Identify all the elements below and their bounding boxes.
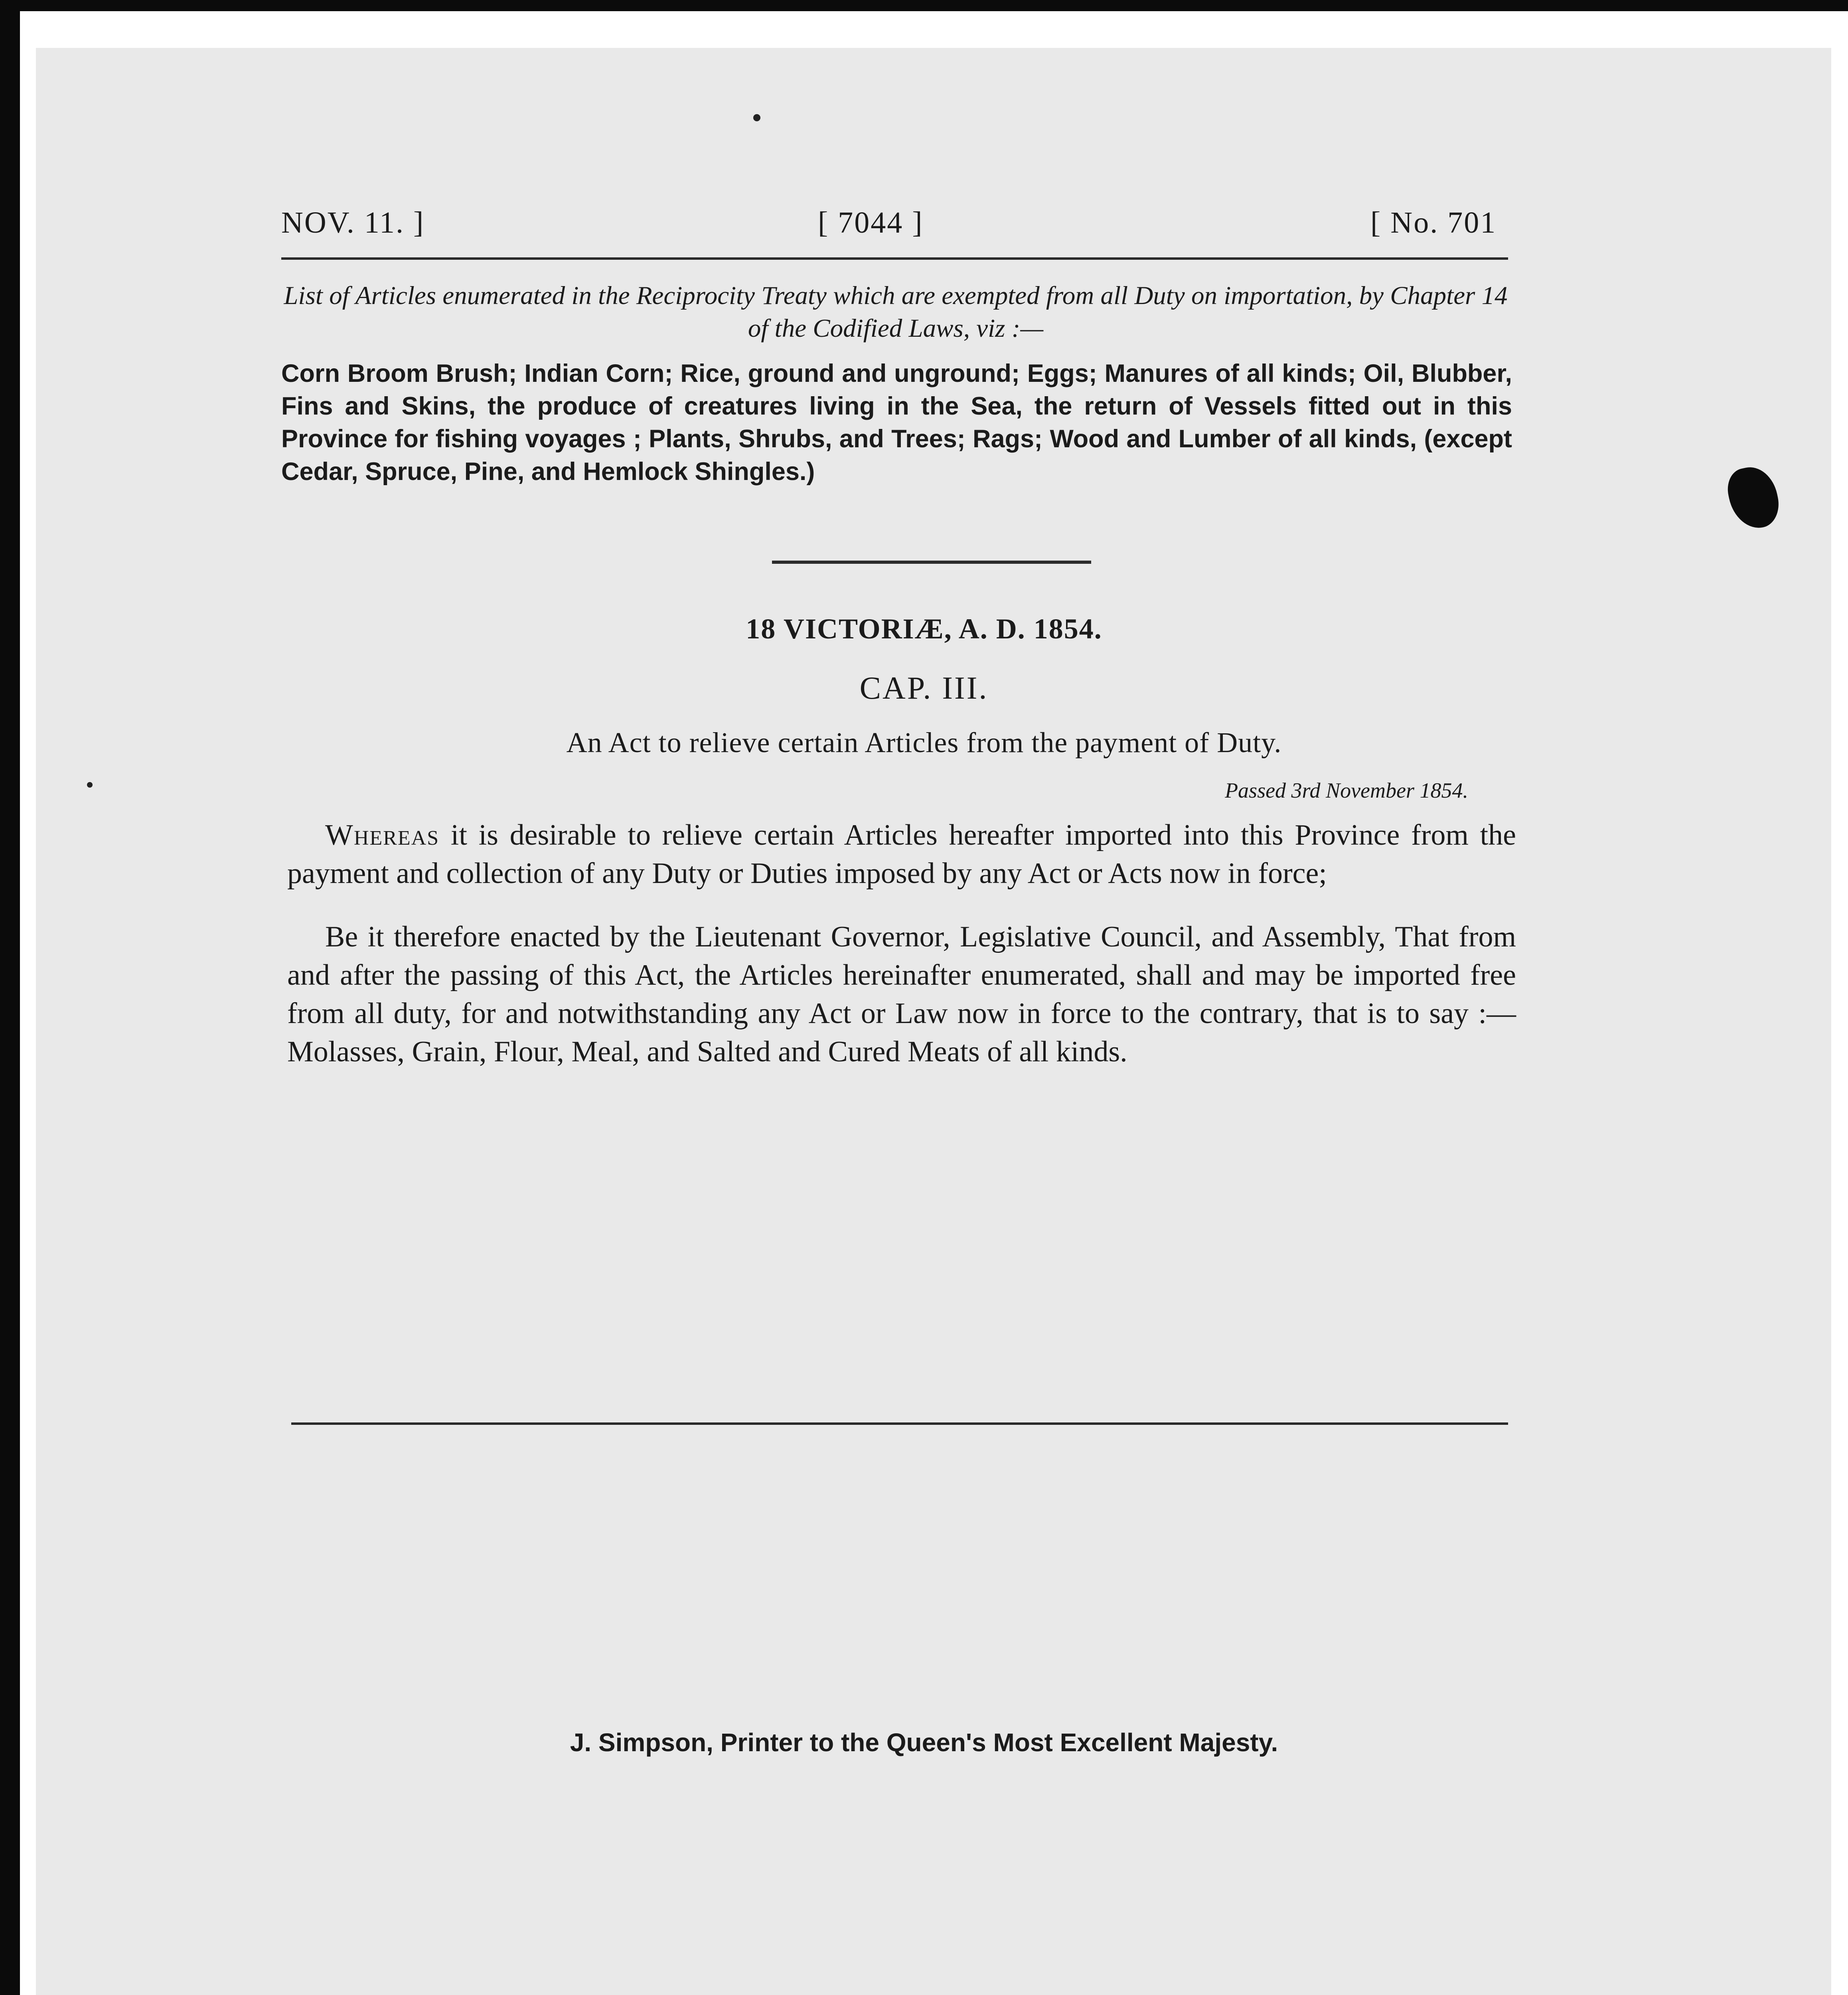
ink-speck bbox=[87, 782, 93, 788]
act-title: An Act to relieve certain Articles from the payment of Duty. bbox=[566, 727, 1282, 758]
enactment-text: Be it therefore enacted by the Lieutenant Governor, Legislative Council, and Assembly, That from and after the passing of this Act, the Articles hereinafter enumerated, shall and may be imported free from all duty, for and notwithstanding any Act or Law now in force to the contrary, that is to say :—Molasses, Grain, Flour, Meal, and Salted and Cured Meats of all kinds. bbox=[287, 920, 1516, 1068]
regnal-year-heading: 18 VICTORIÆ, A. D. 1854. bbox=[746, 613, 1102, 645]
articles-list-title: List of Articles enumerated in the Reciprocity Treaty which are exempted from all Duty on importation, by Chapter 14 of the Codified Laws, viz :— bbox=[284, 281, 1508, 343]
passed-date: Passed 3rd November 1854. bbox=[1225, 778, 1468, 802]
preamble-paragraph bbox=[287, 816, 1516, 893]
issue-date: NOV. 11. ] bbox=[281, 206, 425, 239]
scan-border-left bbox=[0, 0, 20, 1995]
closing-rule bbox=[291, 1422, 1508, 1425]
articles-list-body: Corn Broom Brush; Indian Corn; Rice, ground and unground; Eggs; Manures of all kinds; Oil, Blubber, Fins and Skins, the produce of creatures living in the Sea, the return of Vessels fitted out in this Province for fishing voyages ; Plants, Shrubs, and Trees; Rags; Wood and Lumber of all kinds, (except Cedar, Spruce, Pine, and Hemlock Shingles.) bbox=[281, 359, 1512, 486]
enactment-paragraph bbox=[287, 918, 1516, 1071]
preamble-text: it is desirable to relieve certain Articles hereafter imported into this Province from the payment and collection of any Duty or Duties imposed by any Act or Acts now in force; bbox=[287, 819, 1516, 890]
chapter-heading: CAP. III. bbox=[859, 671, 989, 706]
scan-border-top bbox=[0, 0, 1848, 11]
printer-imprint: J. Simpson, Printer to the Queen's Most Excellent Majesty. bbox=[570, 1728, 1278, 1757]
ink-speck bbox=[753, 114, 760, 121]
section-divider bbox=[772, 561, 1091, 564]
page-number: [ 7044 ] bbox=[818, 206, 924, 239]
preamble-lead-word: Whereas bbox=[325, 819, 440, 851]
header-rule bbox=[281, 257, 1508, 260]
issue-number: [ No. 701 bbox=[1370, 206, 1497, 239]
